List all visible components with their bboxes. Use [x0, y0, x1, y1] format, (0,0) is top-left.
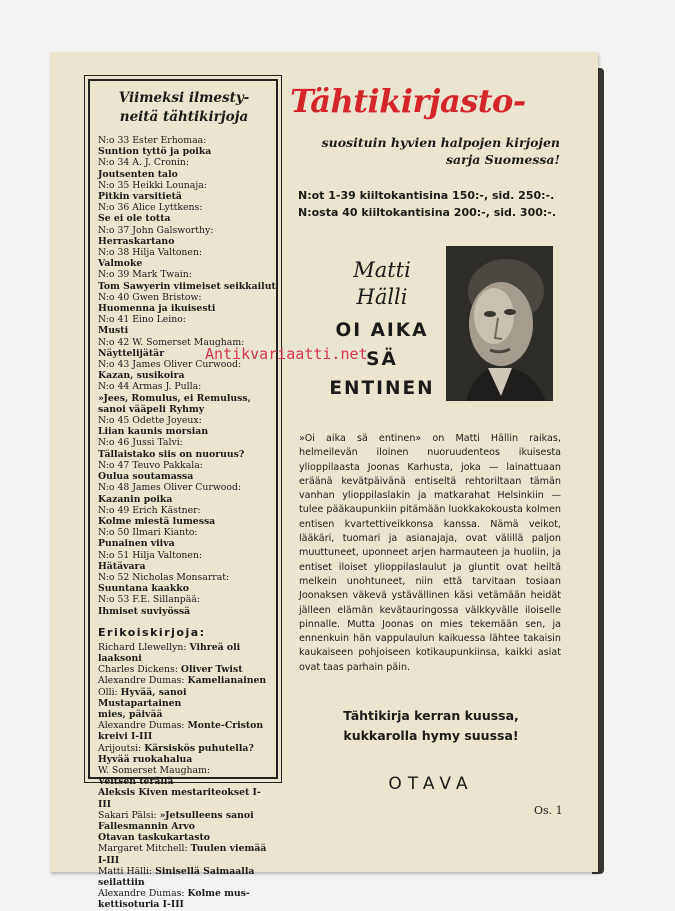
list-item-title: Tällaistako siis on nuoruus?	[98, 448, 245, 460]
publisher-name: OTAVA	[388, 774, 474, 794]
special-item-title: Hyvää ruokahalua	[98, 753, 193, 765]
list-item	[98, 202, 270, 224]
recent-books-list	[98, 135, 276, 617]
list-item	[98, 527, 270, 549]
series-tagline: suosituin hyvien halpojen kirjojen sarja Suomessa!	[321, 135, 560, 167]
series-logo: Tähtikirjasto-	[290, 82, 526, 120]
special-books-heading: Erikoiskirjoja:	[98, 625, 206, 639]
special-item	[98, 866, 270, 888]
list-item-number-author: N:o 40 Gwen Bristow:	[98, 291, 202, 303]
list-item-title: »Jees, Romulus, ei Remuluss, sanoi vääpeli Ryhmy	[98, 392, 251, 415]
list-item-number-author: N:o 48 James Oliver Curwood:	[98, 482, 242, 494]
list-item-title: Kazanin poika	[98, 493, 173, 505]
book-author: Matti Hälli	[353, 258, 411, 309]
special-item-title: »Jetsulleens sanoi Fallesmannin Arvo	[98, 809, 254, 832]
list-item-number-author: N:o 42 W. Somerset Maugham:	[98, 336, 245, 348]
special-item-title: Sinisellä Saimaalla seilattiin	[98, 865, 255, 888]
list-item-number-author: N:o 36 Alice Lyttkens:	[98, 202, 203, 214]
list-item-title: Se ei ole totta	[98, 213, 171, 225]
list-item	[98, 180, 270, 202]
list-item	[98, 415, 270, 437]
list-item-number-author: N:o 47 Teuvo Pakkala:	[98, 459, 203, 471]
list-item-title: Hätävara	[98, 560, 146, 572]
list-item-title: Näyttelijätär	[98, 347, 165, 359]
special-item-author: Alexandre Dumas:	[98, 888, 185, 900]
list-item-number-author: N:o 38 Hilja Valtonen:	[98, 247, 203, 259]
special-item	[98, 843, 270, 865]
special-item-author: Alexandre Dumas:	[98, 675, 185, 687]
list-item	[98, 505, 270, 527]
list-item-title: Valmoke	[98, 258, 143, 270]
special-item-title: Hyvää, sanoi Mustapartainen mies, päivää	[98, 686, 187, 720]
list-item-title: Pitkin varsitietä	[98, 191, 182, 203]
list-item-title: Suntion tyttö ja poika	[98, 146, 212, 158]
special-item	[98, 787, 270, 809]
list-item-number-author: N:o 46 Jussi Talvi:	[98, 437, 183, 449]
list-item	[98, 292, 270, 314]
list-item	[98, 482, 270, 504]
watermark: Antikvariaatti.net	[205, 345, 368, 363]
list-item-number-author: N:o 37 John Galsworthy:	[98, 224, 214, 236]
recent-books-heading: Viimeksi ilmesty- neitä tähtikirjoja	[118, 90, 250, 125]
list-item-title: Huomenna ja ikuisesti	[98, 303, 216, 315]
list-item-title: Kazan, susikoira	[98, 370, 185, 382]
list-item-number-author: N:o 51 Hilja Valtonen:	[98, 549, 203, 561]
special-item-title: Otavan taskukartasto	[98, 832, 211, 844]
recent-books-box	[88, 79, 278, 911]
special-item	[98, 832, 270, 843]
special-books-list	[98, 642, 270, 911]
price-line: N:osta 40 kiiltokantisina 200:-, sid. 300:-.	[298, 206, 557, 219]
list-item	[98, 550, 270, 572]
book-title: OI AIKA SÄ ENTINEN	[329, 320, 435, 399]
list-item-number-author: N:o 52 Nicholas Monsarrat:	[98, 571, 230, 583]
special-item-author: Sakari Pälsi:	[98, 809, 157, 821]
list-item-number-author: N:o 41 Eino Leino:	[98, 314, 186, 326]
list-item	[98, 247, 270, 269]
list-item	[98, 314, 270, 336]
special-item	[98, 810, 270, 832]
special-item-title: Aleksis Kiven mestariteokset I-III	[98, 787, 261, 810]
list-item-title: Tom Sawyerin viimeiset seikkailut	[98, 280, 276, 292]
list-item	[98, 269, 276, 292]
special-item-title: Vihreä oli laaksoni	[98, 641, 241, 664]
special-item-author: Richard Llewellyn:	[98, 641, 187, 653]
list-item-title: Joutsenten talo	[98, 168, 178, 180]
list-item	[98, 594, 270, 616]
list-item-number-author: N:o 44 Armas J. Pulla:	[98, 381, 202, 393]
book-back-cover	[50, 52, 598, 911]
list-item	[98, 135, 270, 157]
list-item-title: Ihmiset suviyössä	[98, 605, 191, 617]
special-item	[98, 675, 270, 686]
special-item	[98, 642, 270, 664]
special-item-title: Kolme mus- kettisoturia I-III	[98, 888, 250, 911]
special-item-title: Tuulen viemää I-III	[98, 843, 267, 866]
list-item-title: Suuntana kaakko	[98, 583, 189, 595]
list-item-number-author: N:o 50 Ilmari Kianto:	[98, 527, 198, 539]
special-item-author: Alexandre Dumas:	[98, 720, 185, 732]
list-item-title: Oulua soutamassa	[98, 471, 194, 483]
list-item-number-author: N:o 43 James Oliver Curwood:	[98, 359, 242, 371]
special-item	[98, 743, 270, 754]
special-item	[98, 765, 270, 787]
special-item-author: Matti Hälli:	[98, 865, 153, 877]
list-item	[98, 460, 270, 482]
list-item-title: Kolme miestä lumessa	[98, 515, 216, 527]
list-item-number-author: N:o 39 Mark Twain:	[98, 269, 192, 281]
special-item	[98, 720, 270, 742]
list-item	[98, 437, 270, 459]
special-item-author: W. Somerset Maugham:	[98, 764, 211, 776]
special-item-author: Arijoutsi:	[98, 742, 142, 754]
special-item-title: Oliver Twist	[180, 664, 243, 676]
special-item-author: Charles Dickens:	[98, 664, 178, 676]
price-info	[298, 187, 588, 221]
list-item-number-author: N:o 53 F.E. Sillanpää:	[98, 594, 200, 606]
special-item	[98, 664, 270, 675]
list-item	[98, 225, 270, 247]
special-item-title: Kärsiskös puhutella?	[144, 742, 254, 754]
special-item-author: Olli:	[98, 686, 118, 698]
list-item-title: Musti	[98, 325, 129, 337]
list-item-number-author: N:o 35 Heikki Lounaja:	[98, 179, 207, 191]
list-item-number-author: N:o 33 Ester Erhomaa:	[98, 135, 207, 146]
list-item-number-author: N:o 49 Erich Kästner:	[98, 504, 201, 516]
special-item-title: Monte-Criston kreivi I-III	[98, 720, 264, 743]
list-item	[98, 157, 270, 179]
special-item	[98, 687, 270, 721]
list-item-title: Herraskartano	[98, 235, 175, 247]
list-item	[98, 381, 270, 415]
edition-code: Os. 1	[534, 804, 563, 817]
special-item-title: Veitsen terällä	[98, 776, 174, 788]
list-item-title: Punainen viiva	[98, 538, 175, 550]
special-item	[98, 754, 270, 765]
price-line: N:ot 1-39 kiiltokantisina 150:-, sid. 250:-.	[298, 189, 555, 202]
list-item-title: Liian kaunis morsian	[98, 426, 209, 438]
series-slogan: Tähtikirja kerran kuussa, kukkarolla hymy suussa!	[343, 708, 519, 743]
list-item	[98, 572, 270, 594]
author-portrait	[446, 246, 553, 401]
list-item-number-author: N:o 45 Odette Joyeux:	[98, 415, 202, 427]
special-item	[98, 888, 270, 910]
special-item-author: Margaret Mitchell:	[98, 843, 188, 855]
book-description: »Oi aika sä entinen» on Matti Hällin raikas, helmeilevän iloinen nuoruudenteos ikuisesta ylioppilaasta Joonas Karhusta, joka — lainattuaan eräänä kevätpäivänä entiseltä rehtoriltaan tämän vanhan ylioppilaslakin ja matkarahat Helsinkiin — tulee pääkaupunkiin pitämään luokkakokousta kolmen entisen kvartettiveikkonsa kanssa. Nämä veikot, lääkäri, tuomari ja asianajaja, ovat välillä paljon muuttuneet, uponneet arjen harmauteen ja huoliin, ja entiset iloiset ylioppilaslaulut ja gluntit ovat heiltä melkein unohtuneet, niin että tarvitaan tosiaan Joonaksen väkevä ystävällinen käsi vetämään heidät jälleen elämän kevätauringossa välkkyvälle iloiselle pinnalle. Mutta Joonas on mies tekemään sen, ja ennenkuin hän vappulaulun kaikuessa lähtee takaisin kaukaiseen pohjoiseen kotikaupunkiinsa, kaikki asiat ovat taas parhain päin.	[299, 433, 561, 673]
special-item-title: Kamelianainen	[187, 675, 267, 687]
list-item-number-author: N:o 34 A. J. Cronin:	[98, 157, 190, 169]
